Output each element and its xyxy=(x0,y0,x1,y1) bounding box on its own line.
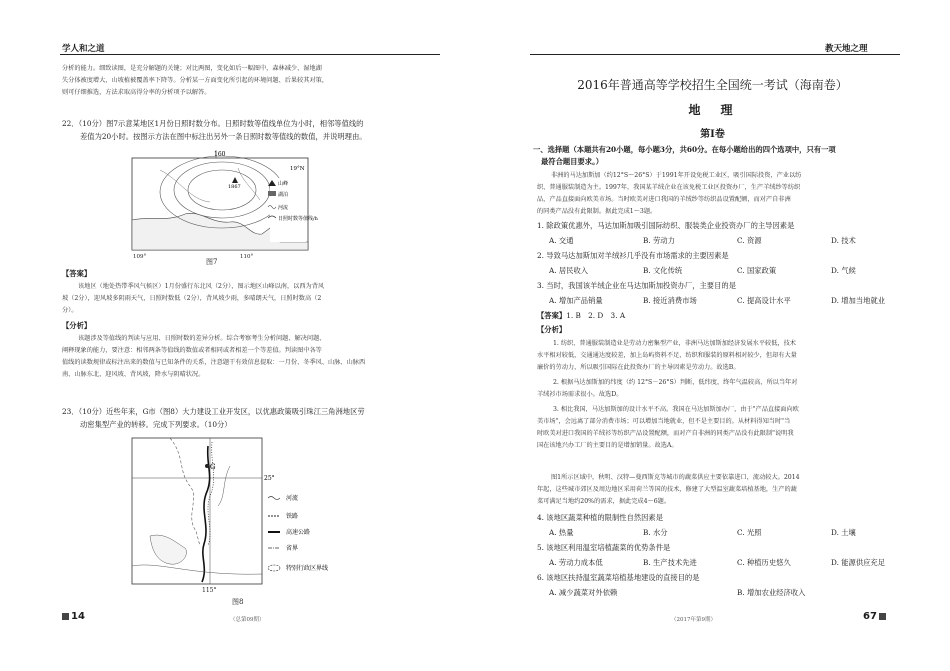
right-header-rule xyxy=(530,54,900,55)
passage1-line: 的同类产品没有此限制。据此完成1～3题。 xyxy=(537,208,657,215)
question-2-option: A. 居民收入 xyxy=(549,266,589,275)
question-4-option: A. 热量 xyxy=(549,528,574,537)
right-running-header: 教天地之理 xyxy=(825,44,868,54)
question-4-option: C. 光照 xyxy=(737,528,762,537)
question-5-option: C. 种植历史悠久 xyxy=(737,558,791,567)
section-intro: 一、选择题（本题共有20小题，每小题3分，共60分。在每小题给出的四个选项中，只有一项 xyxy=(533,145,836,154)
q22-analysis-line: 值线的读数规律或标注出来的数值与已知条件的关系，注意题干有效信息提取：一月份、冬季风、山脉、山脉西 xyxy=(62,359,366,366)
analysis-line: 羊绒衫市场需求很小。故选D。 xyxy=(537,391,623,398)
page-marker-square-icon xyxy=(62,613,69,620)
question-5-option: D. 能源供应充足 xyxy=(831,558,886,567)
analysis-line: 时欧美对进口我国的羊绒衫等纺织产品设置配额，而对产自非洲的同类产品没有此限制"说明我 xyxy=(537,430,794,437)
q22-answer-line: 该地区（地处热带季风气候区）1月份盛行东北风（2分），图示地区山峰以南，以西为背风 xyxy=(78,283,325,290)
fig8-caption: 图8 xyxy=(232,598,244,606)
right-footer-note: （2017年第9期） xyxy=(671,617,716,623)
question-1-option: A. 交通 xyxy=(549,236,574,245)
question-5-option: A. 劳动力成本低 xyxy=(549,558,603,567)
volume-title: 第Ⅰ卷 xyxy=(700,129,725,140)
fig7-caption: 图7 xyxy=(206,258,218,266)
analysis-line: 美市场"，会远离了部分消费市场；可以增加当地就业，但不是主要目的。从材料得知当时"当 xyxy=(537,418,791,425)
left-footer-note: （总第09期） xyxy=(230,617,265,623)
fig7-lon-top: 160 xyxy=(214,151,226,158)
q23-stem: 23．（10分）近些年来，G市（图8）大力建设工业开发区，以优惠政策吸引珠江三角洲地区劳 xyxy=(62,407,365,416)
analysis-line: 廉价的劳动力，所以吸引国际在此投资办厂的主导因素是劳动力。故选B。 xyxy=(537,364,740,371)
legend-label: 省界 xyxy=(286,545,299,552)
intro-line: 失分体被度增大，山坡植被覆盖率下降等。分析某一方面变化所引起的环境问题、后果较其对策， xyxy=(62,77,329,84)
q23-stem: 动密集型产业的转移。完成下列要求。（10分） xyxy=(80,420,232,429)
page-marker-square-icon xyxy=(879,613,886,620)
legend-river-icon xyxy=(268,497,280,500)
question-6-stem: 6. 该地区扶持温室蔬菜培植基地建设的直接目的是 xyxy=(537,573,700,582)
section-intro: 最符合题目要求。） xyxy=(541,157,604,166)
passage1-line: 非洲的马达加斯加（约12°S～26°S）于1991年开设免税工业区，吸引国际投资，产业以纺 xyxy=(551,172,802,179)
question-1-stem: 1. 除政策优惠外，马达加斯加吸引国际纺织、服装类企业投资办厂的主导因素是 xyxy=(537,221,795,230)
question-3-option: C. 提高设计水平 xyxy=(737,296,791,305)
fig7-lon-right: 110° xyxy=(240,254,254,260)
question-3-stem: 3. 当时，我国该羊绒企业在马达加斯加投资办厂，主要目的是 xyxy=(537,281,736,290)
passage1-line: 织、普通服装制造为主。1997年，我国某羊绒企业在该免税工业区投资办厂，生产羊绒纱等纺织 xyxy=(537,184,801,191)
legend-sar-border-icon xyxy=(268,565,280,571)
q22-answer-line: 坡（2分），迎风坡多阴雨天气，日照时数低（2分），背风坡少雨，多晴朗天气，日照时数高（2 xyxy=(62,295,322,302)
question-5-option: B. 生产技术先进 xyxy=(643,558,697,567)
question-6-option: B. 增加农业经济收入 xyxy=(737,588,806,597)
fig7-peak-value: 1867 xyxy=(228,184,241,190)
question-3-option: A. 增加产品销量 xyxy=(549,296,603,305)
passage1-line: 品，产品直接面向欧美市场。当时欧美对进口我国的羊绒纱等纺织品设置配额，而对产自非洲 xyxy=(537,196,791,203)
question-2-option: C. 国家政策 xyxy=(737,266,777,275)
left-running-header: 学人和之道 xyxy=(62,44,105,54)
mountain-peak-icon xyxy=(232,177,238,183)
question-5-stem: 5. 该地区利用温室培植蔬菜的优势条件是 xyxy=(537,543,671,552)
answer-row xyxy=(537,310,625,322)
q22-analysis-label: 【分析】 xyxy=(62,321,92,330)
fig7-lon-left: 109° xyxy=(133,254,147,260)
analysis-line: 2. 根据马达加斯加的纬度（约 12°S－26°S）判断，低纬度，终年气温较高，所以当年对 xyxy=(553,379,798,386)
intro-line: 分析的能力。细致读图，是充分解题的关键；对比两图，变化如后一幅图中，森林减少、湿地湖 xyxy=(62,65,322,72)
fig8-lon: 115° xyxy=(202,587,217,594)
exam-title: 2016年普通高等学校招生全国统一考试（海南卷） xyxy=(577,78,848,92)
legend-label: 河流 xyxy=(286,495,299,502)
question-2-stem: 2. 导致马达加斯加对羊绒衫几乎没有市场需求的主要因素是 xyxy=(537,251,729,260)
subject-title: 地 理 xyxy=(688,103,737,117)
legend-lake-icon xyxy=(268,191,276,196)
legend-label: 山峰 xyxy=(278,181,289,187)
question-4-option: D. 土壤 xyxy=(831,528,856,537)
question-4-stem: 4. 该地区蔬菜种植的限制性自然因素是 xyxy=(537,513,664,522)
question-1-option: B. 劳动力 xyxy=(643,236,675,245)
question-2-option: D. 气候 xyxy=(831,266,856,275)
question-2-option: B. 文化传统 xyxy=(643,266,683,275)
right-page-number: 67 xyxy=(863,611,888,622)
passage2-line: 菜可满足当地约20%的需求，据此完成4～6题。 xyxy=(537,498,670,505)
passage2-line: 图1所示区域中，秋明、汉特—曼西斯克等城市的蔬菜供应主要依靠进口，流动较大。2014 xyxy=(551,474,800,481)
question-3-option: D. 增加当地就业 xyxy=(831,296,886,305)
figure-7-map xyxy=(130,150,318,254)
fig7-lat: 19°N xyxy=(290,166,305,172)
q22-analysis-line: 阐释现象的能力，要注意：相邻两条等值线的数值或者相同或者相差一个等差值。判读图中各等 xyxy=(62,347,322,354)
legend-label: 铁路 xyxy=(286,513,299,520)
question-3-option: B. 接近消费市场 xyxy=(643,296,697,305)
legend-label: 日照时数等值线/h xyxy=(278,216,318,222)
q22-answer-label: 【答案】 xyxy=(62,269,92,278)
question-4-option: B. 水分 xyxy=(643,528,668,537)
fig8-city-g: G xyxy=(210,463,216,471)
figure-8-map xyxy=(130,436,355,588)
analysis-line: 水平相对较低，交通通达度较差，加上岛屿资料不足，纺织和服装的原料相对较少，但却有大量 xyxy=(537,352,797,359)
q22-answer-line: 分）。 xyxy=(62,307,78,314)
legend-label: 湖泊 xyxy=(278,192,289,198)
fig8-lat: 25° xyxy=(264,475,275,482)
legend-label: 河流 xyxy=(278,205,289,211)
analysis-line: 国在该地兴办工厂的主要目的是增加销量。故选A。 xyxy=(537,442,678,449)
analysis-line: 3. 相比我国，马达加斯加的设计水平不高。我国在马达加斯加办厂，由于"产品直接面向欧 xyxy=(553,406,799,413)
passage2-line: 年起，这些城市郊区及周边地区采用荷兰等国的技术，修建了大型温室蔬菜培植基地，生产的蔬 xyxy=(537,486,797,493)
q22-analysis-line: 南、山脉东北，迎风坡、背风坡，降水与阴晴状况。 xyxy=(62,371,205,378)
question-1-option: D. 技术 xyxy=(831,236,856,245)
answer-values: 1. B 2. D 3. A xyxy=(566,311,626,320)
answer-label: 【答案】 xyxy=(537,311,567,320)
analysis-label: 【分析】 xyxy=(537,325,567,334)
right-page xyxy=(475,0,950,671)
q22-stem: 22．（10分）图7示意某地区1月份日照时数分布。日照时数等值线单位为小时，相邻等值线的 xyxy=(62,119,364,128)
left-header-rule xyxy=(60,54,440,55)
question-1-option: C. 资源 xyxy=(737,236,762,245)
question-6-option: A. 减少蔬菜对外依赖 xyxy=(549,588,618,597)
left-page-number: 14 xyxy=(60,611,85,622)
q22-stem: 差值为20小时。按图示方法在图中标注出另外一条日照时数等值线的数值，并说明理由。 xyxy=(80,132,367,141)
q22-analysis-line: 该题涉及等值线的判读与应用、日照时数的差异分析。综合考察考生分析问题、解决问题、 xyxy=(78,335,326,342)
legend-label: 特别行政区界线 xyxy=(286,565,329,572)
analysis-line: 1. 纺织、普通服装制造业是劳动力密集型产业，非洲马达加斯加经济发展水平较低，技术 xyxy=(553,340,796,347)
intro-line: 则可仔细推选，方法求取高得分率的分析项予以解答。 xyxy=(62,89,211,96)
legend-label: 高速公路 xyxy=(286,529,311,536)
